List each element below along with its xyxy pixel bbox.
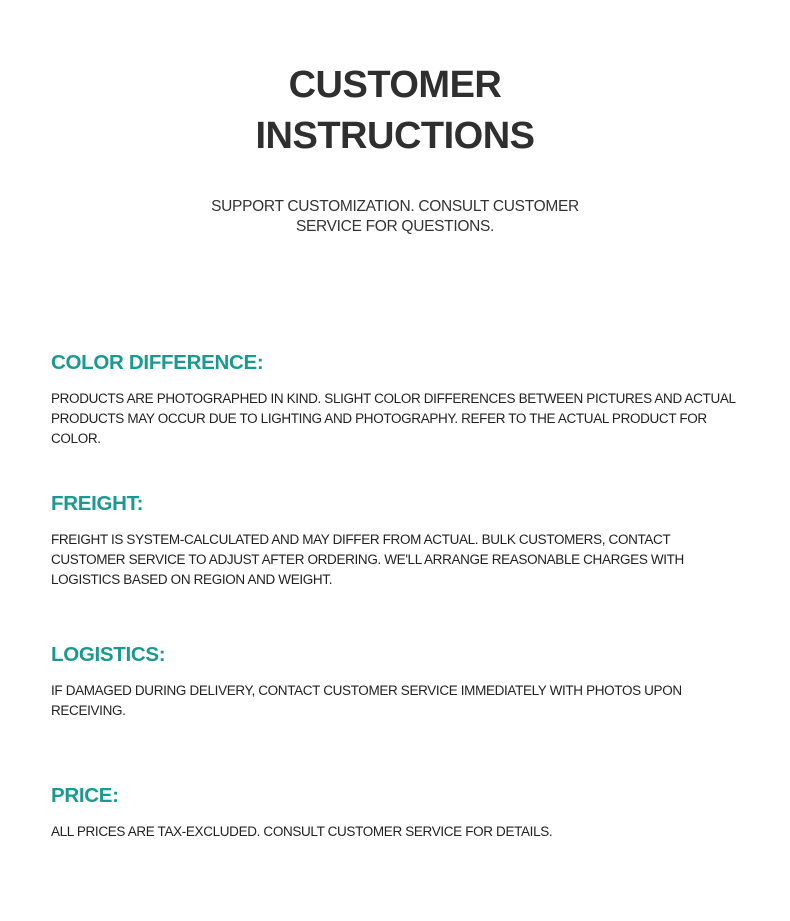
section-heading-freight: FREIGHT: <box>51 492 144 515</box>
page-title-line-2: INSTRUCTIONS <box>255 115 535 157</box>
section-body-line: ALL PRICES ARE TAX-EXCLUDED. CONSULT CUSTOMER SERVICE FOR DETAILS. <box>51 824 553 839</box>
section-logistics <box>51 643 751 721</box>
page-subtitle <box>0 197 790 237</box>
section-body-line: PRODUCTS MAY OCCUR DUE TO LIGHTING AND PHOTOGRAPHY. REFER TO THE ACTUAL PRODUCT FOR <box>51 411 707 426</box>
section-body-line: FREIGHT IS SYSTEM-CALCULATED AND MAY DIFFER FROM ACTUAL. BULK CUSTOMERS, CONTACT <box>51 532 671 547</box>
section-heading-logistics: LOGISTICS: <box>51 643 166 666</box>
page-subtitle-line-1: SUPPORT CUSTOMIZATION. CONSULT CUSTOMER <box>211 198 579 215</box>
section-body-line: IF DAMAGED DURING DELIVERY, CONTACT CUSTOMER SERVICE IMMEDIATELY WITH PHOTOS UPON <box>51 683 682 698</box>
section-body-line: COLOR. <box>51 431 101 446</box>
page-subtitle-line-2: SERVICE FOR QUESTIONS. <box>295 218 495 235</box>
section-color-difference <box>51 351 751 449</box>
section-body-line: PRODUCTS ARE PHOTOGRAPHED IN KIND. SLIGHT COLOR DIFFERENCES BETWEEN PICTURES AND ACTUAL <box>51 391 736 406</box>
section-body-line: RECEIVING. <box>51 703 126 718</box>
section-heading-price: PRICE: <box>51 784 119 807</box>
section-body-line: CUSTOMER SERVICE TO ADJUST AFTER ORDERING. WE'LL ARRANGE REASONABLE CHARGES WITH <box>51 552 684 567</box>
section-price <box>51 784 751 842</box>
section-body-price <box>51 822 751 842</box>
page-title-line-1: CUSTOMER <box>288 64 502 106</box>
section-body-freight <box>51 530 751 590</box>
section-body-color-difference <box>51 389 751 449</box>
section-body-line: LOGISTICS BASED ON REGION AND WEIGHT. <box>51 572 333 587</box>
section-body-logistics <box>51 681 751 721</box>
page-title <box>0 60 790 162</box>
section-freight <box>51 492 751 590</box>
section-heading-color-difference: COLOR DIFFERENCE: <box>51 351 264 374</box>
